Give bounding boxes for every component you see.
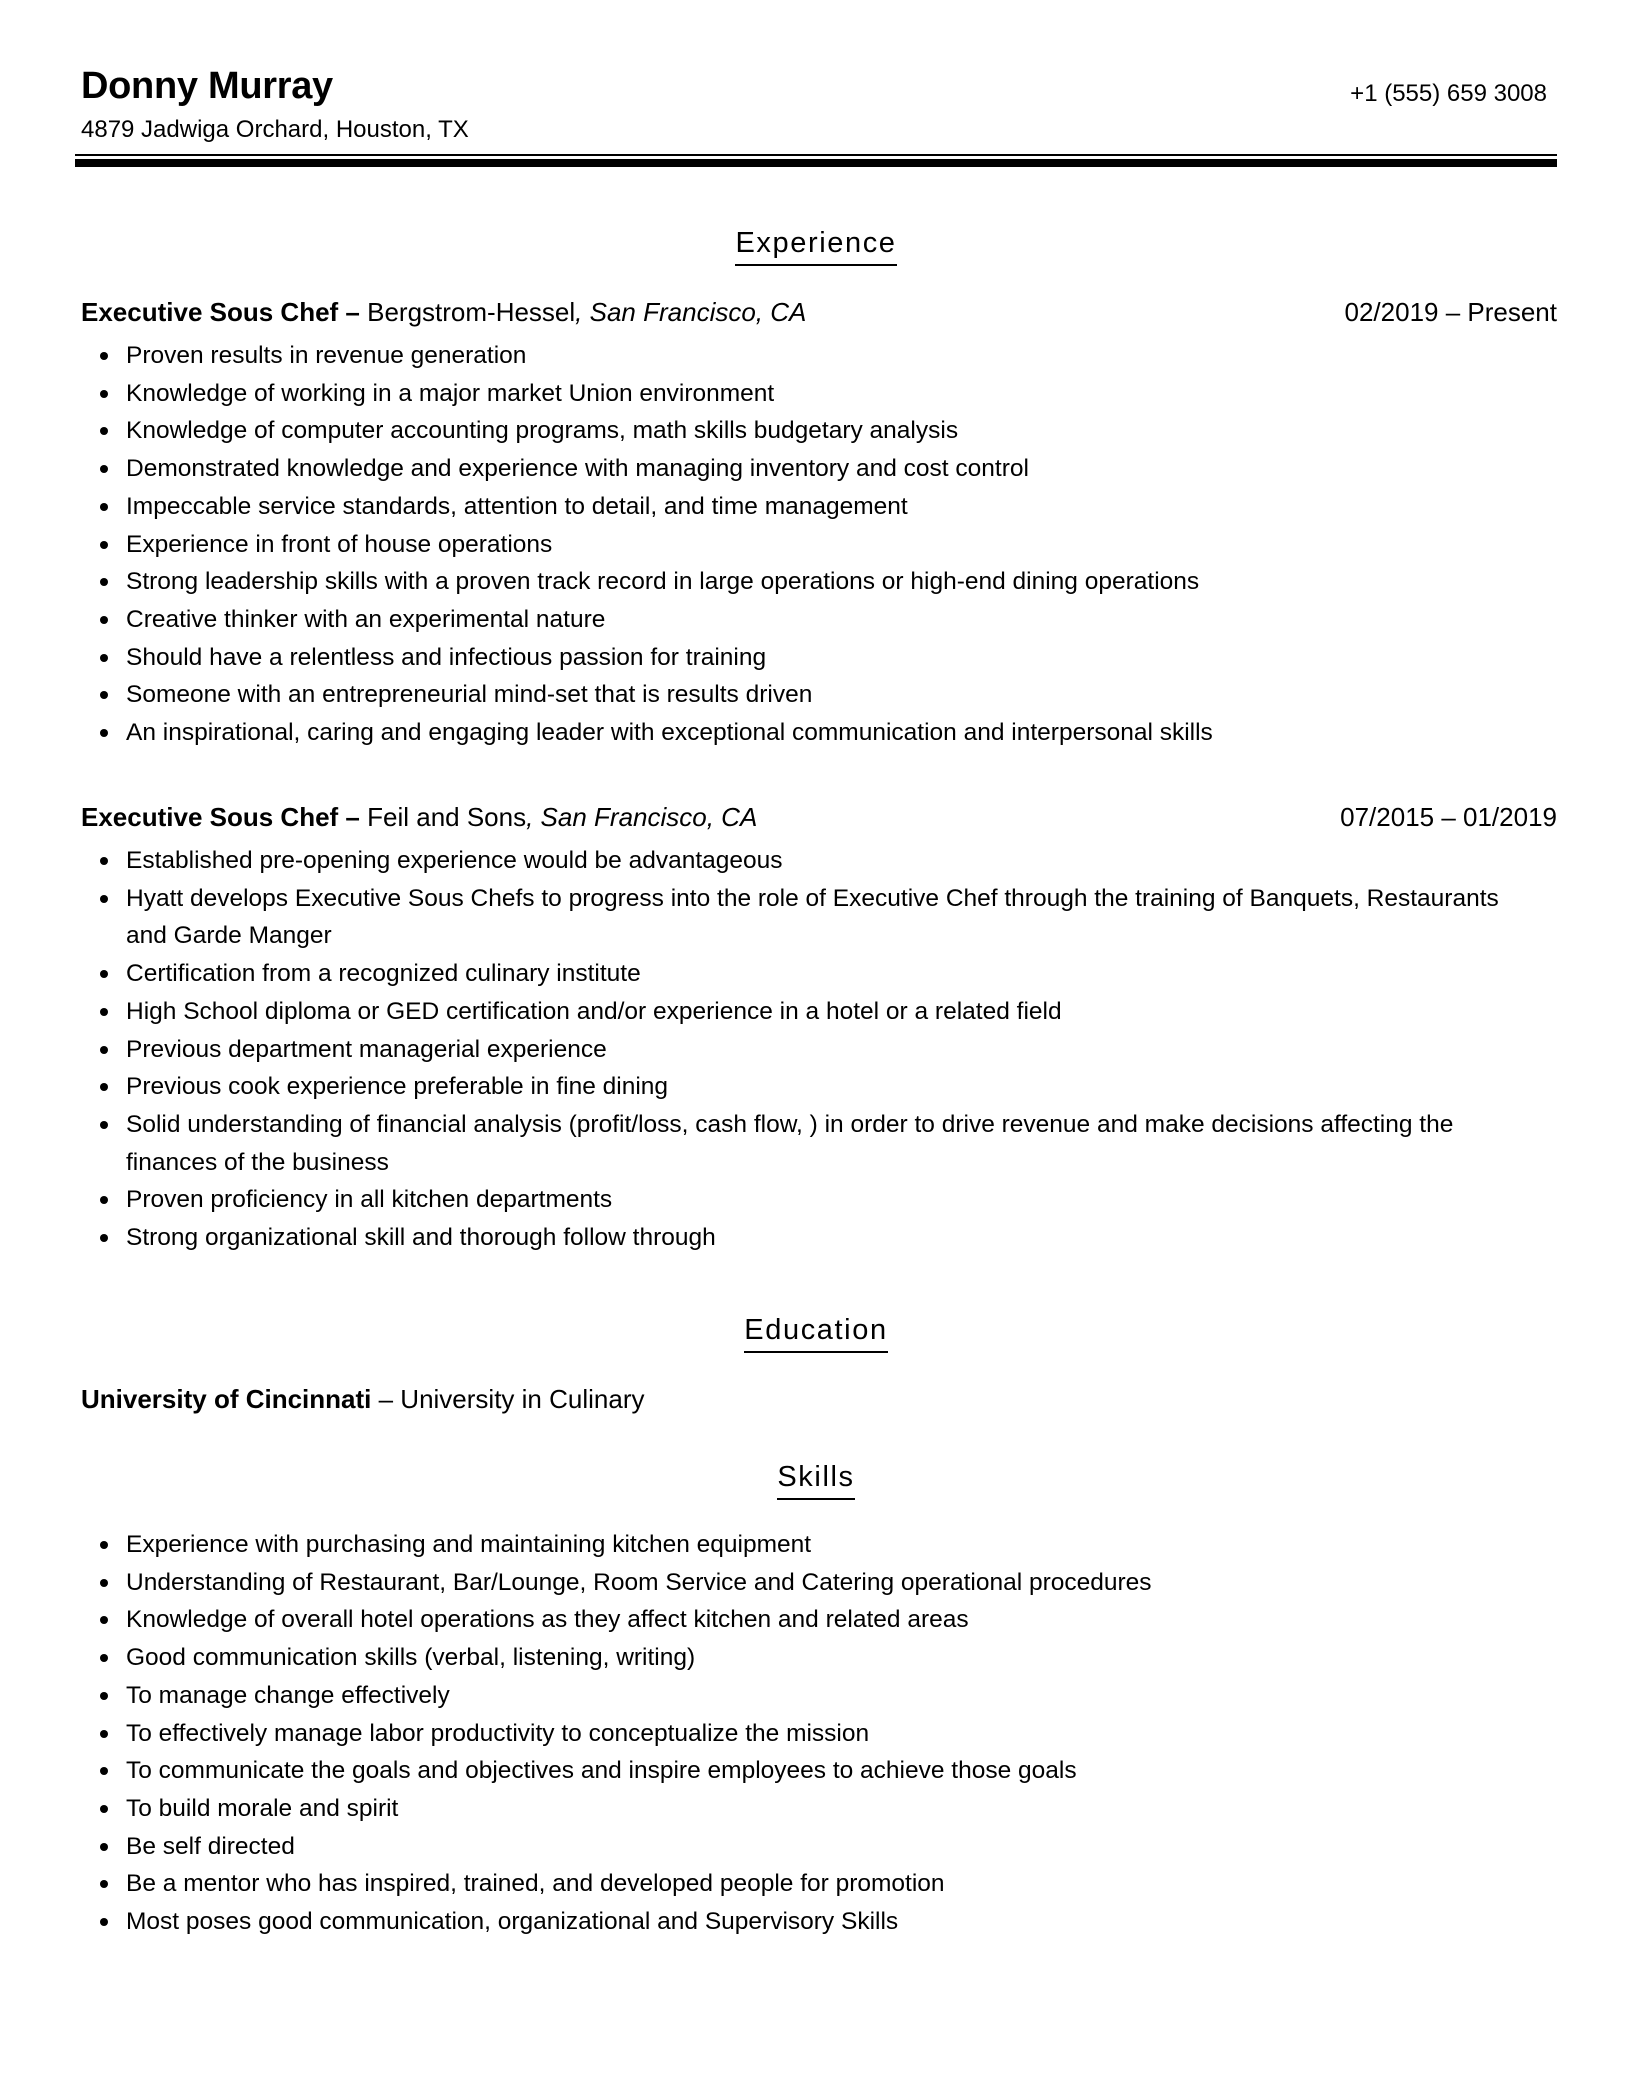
list-item bbox=[0, 676, 1526, 714]
list-item bbox=[0, 1715, 1526, 1753]
job-location: , San Francisco, CA bbox=[526, 802, 758, 832]
bullet-icon bbox=[100, 541, 108, 549]
bullet-icon bbox=[100, 465, 108, 473]
list-item bbox=[0, 1828, 1526, 1866]
candidate-address: 4879 Jadwiga Orchard, Houston, TX bbox=[81, 116, 469, 143]
list-item bbox=[0, 880, 1526, 955]
candidate-name: Donny Murray bbox=[81, 65, 333, 107]
list-item-text: Most poses good communication, organizational and Supervisory Skills bbox=[126, 1908, 899, 1936]
bullet-icon bbox=[100, 1730, 108, 1738]
list-item-text: Previous department managerial experience bbox=[126, 1035, 607, 1063]
job-role: Executive Sous Chef – bbox=[81, 802, 360, 832]
list-item bbox=[0, 1752, 1526, 1790]
bullet-icon bbox=[100, 970, 108, 978]
list-item bbox=[0, 601, 1526, 639]
list-item bbox=[0, 526, 1526, 564]
list-item-text: To effectively manage labor productivity to conceptualize the mission bbox=[126, 1719, 870, 1747]
list-item bbox=[0, 1031, 1526, 1069]
bullet-icon bbox=[100, 1654, 108, 1662]
bullet-icon bbox=[100, 1767, 108, 1775]
section-title-text: Experience bbox=[735, 224, 896, 266]
list-item bbox=[0, 955, 1526, 993]
list-item bbox=[0, 1068, 1526, 1106]
list-item bbox=[0, 993, 1526, 1031]
section-title-skills bbox=[0, 1458, 1632, 1500]
candidate-phone: +1 (555) 659 3008 bbox=[1350, 80, 1547, 107]
bullet-icon bbox=[100, 1083, 108, 1091]
bullet-icon bbox=[100, 1541, 108, 1549]
list-item bbox=[0, 1526, 1526, 1564]
list-item-text: Previous cook experience preferable in fine dining bbox=[126, 1073, 669, 1101]
section-title-experience bbox=[0, 224, 1632, 266]
list-item bbox=[0, 1639, 1526, 1677]
job-role: Executive Sous Chef – bbox=[81, 297, 360, 327]
education-detail: – University in Culinary bbox=[371, 1384, 645, 1414]
bullet-icon bbox=[100, 503, 108, 511]
list-item bbox=[0, 337, 1526, 375]
bullet-icon bbox=[100, 1046, 108, 1054]
list-item-text: Be a mentor who has inspired, trained, and developed people for promotion bbox=[126, 1870, 945, 1898]
bullet-icon bbox=[100, 1692, 108, 1700]
job-dates: 07/2015 – 01/2019 bbox=[1340, 802, 1557, 832]
education-school: University of Cincinnati bbox=[81, 1384, 372, 1414]
list-item-text: To manage change effectively bbox=[126, 1681, 450, 1709]
list-item-text: Solid understanding of financial analysis (profit/loss, cash flow, ) in order to drive revenue and make decisions affecting the finances of the business bbox=[126, 1110, 1454, 1176]
list-item-text: Knowledge of working in a major market Union environment bbox=[126, 379, 775, 407]
list-item bbox=[0, 488, 1526, 526]
bullet-icon bbox=[100, 1843, 108, 1851]
bullet-icon bbox=[100, 352, 108, 360]
list-item bbox=[0, 1790, 1526, 1828]
job-header bbox=[81, 294, 1557, 330]
divider-thick-line bbox=[75, 159, 1557, 167]
job-company: Bergstrom-Hessel bbox=[359, 297, 576, 327]
list-item bbox=[0, 375, 1526, 413]
bullet-icon bbox=[100, 390, 108, 398]
list-item-text: Knowledge of overall hotel operations as they affect kitchen and related areas bbox=[126, 1606, 969, 1634]
job-location: , San Francisco, CA bbox=[575, 297, 807, 327]
list-item-text: Strong organizational skill and thorough follow through bbox=[126, 1224, 716, 1252]
section-title-text: Skills bbox=[777, 1458, 854, 1500]
list-item bbox=[0, 1601, 1526, 1639]
list-item bbox=[0, 563, 1526, 601]
list-item-text: An inspirational, caring and engaging leader with exceptional communication and interpersonal skills bbox=[126, 719, 1213, 747]
header-divider bbox=[75, 154, 1557, 167]
list-item-text: Be self directed bbox=[126, 1832, 295, 1860]
bullet-icon bbox=[100, 578, 108, 586]
list-item bbox=[0, 1903, 1526, 1941]
bullet-icon bbox=[100, 654, 108, 662]
list-item-text: Established pre-opening experience would be advantageous bbox=[126, 847, 783, 874]
list-item bbox=[0, 639, 1526, 677]
education-entry bbox=[81, 1381, 644, 1417]
job-bullet-list bbox=[0, 337, 1500, 752]
section-title-education bbox=[0, 1311, 1632, 1353]
list-item-text: Good communication skills (verbal, listening, writing) bbox=[126, 1644, 696, 1672]
bullet-icon bbox=[100, 1196, 108, 1204]
job-bullet-list bbox=[0, 842, 1500, 1257]
list-item-text: Demonstrated knowledge and experience with managing inventory and cost control bbox=[126, 455, 1029, 483]
list-item bbox=[0, 412, 1526, 450]
skills-bullet-list bbox=[0, 1526, 1500, 1941]
list-item-text: Understanding of Restaurant, Bar/Lounge, Room Service and Catering operational procedures bbox=[126, 1568, 1152, 1596]
bullet-icon bbox=[100, 1805, 108, 1813]
job-dates: 02/2019 – Present bbox=[1344, 297, 1557, 327]
list-item bbox=[0, 1677, 1526, 1715]
divider-thin-line bbox=[75, 154, 1557, 156]
list-item-text: Knowledge of computer accounting programs, math skills budgetary analysis bbox=[126, 417, 959, 445]
list-item-text: Should have a relentless and infectious passion for training bbox=[126, 643, 767, 671]
list-item-text: Someone with an entrepreneurial mind-set that is results driven bbox=[126, 681, 813, 709]
list-item bbox=[0, 842, 1526, 880]
list-item bbox=[0, 1564, 1526, 1602]
list-item bbox=[0, 1865, 1526, 1903]
bullet-icon bbox=[100, 691, 108, 699]
bullet-icon bbox=[100, 1918, 108, 1926]
list-item bbox=[0, 1181, 1526, 1219]
bullet-icon bbox=[100, 1579, 108, 1587]
list-item-text: Experience with purchasing and maintaining kitchen equipment bbox=[126, 1531, 812, 1558]
list-item-text: Impeccable service standards, attention to detail, and time management bbox=[126, 492, 908, 520]
list-item bbox=[0, 1106, 1526, 1181]
list-item-text: Certification from a recognized culinary institute bbox=[126, 960, 641, 988]
list-item-text: To communicate the goals and objectives and inspire employees to achieve those goals bbox=[126, 1757, 1077, 1785]
bullet-icon bbox=[100, 895, 108, 903]
list-item-text: High School diploma or GED certification and/or experience in a hotel or a related field bbox=[126, 997, 1062, 1025]
job-company: Feil and Sons bbox=[359, 802, 527, 832]
section-title-text: Education bbox=[744, 1311, 887, 1353]
bullet-icon bbox=[100, 427, 108, 435]
bullet-icon bbox=[100, 729, 108, 737]
bullet-icon bbox=[100, 1616, 108, 1624]
bullet-icon bbox=[100, 1121, 108, 1129]
list-item-text: Strong leadership skills with a proven track record in large operations or high-end dining operations bbox=[126, 568, 1200, 596]
list-item-text: Creative thinker with an experimental nature bbox=[126, 605, 606, 633]
bullet-icon bbox=[100, 1234, 108, 1242]
list-item-text: Experience in front of house operations bbox=[126, 530, 553, 558]
bullet-icon bbox=[100, 857, 108, 865]
list-item bbox=[0, 1219, 1526, 1257]
job-header bbox=[81, 799, 1557, 835]
list-item-text: Proven results in revenue generation bbox=[126, 342, 527, 369]
bullet-icon bbox=[100, 1008, 108, 1016]
list-item-text: Hyatt develops Executive Sous Chefs to progress into the role of Executive Chef through the training of Banquets, Restaurants and Garde Manger bbox=[126, 884, 1499, 950]
list-item bbox=[0, 714, 1526, 752]
list-item-text: To build morale and spirit bbox=[126, 1794, 399, 1822]
list-item-text: Proven proficiency in all kitchen departments bbox=[126, 1186, 613, 1214]
bullet-icon bbox=[100, 1880, 108, 1888]
bullet-icon bbox=[100, 616, 108, 624]
list-item bbox=[0, 450, 1526, 488]
